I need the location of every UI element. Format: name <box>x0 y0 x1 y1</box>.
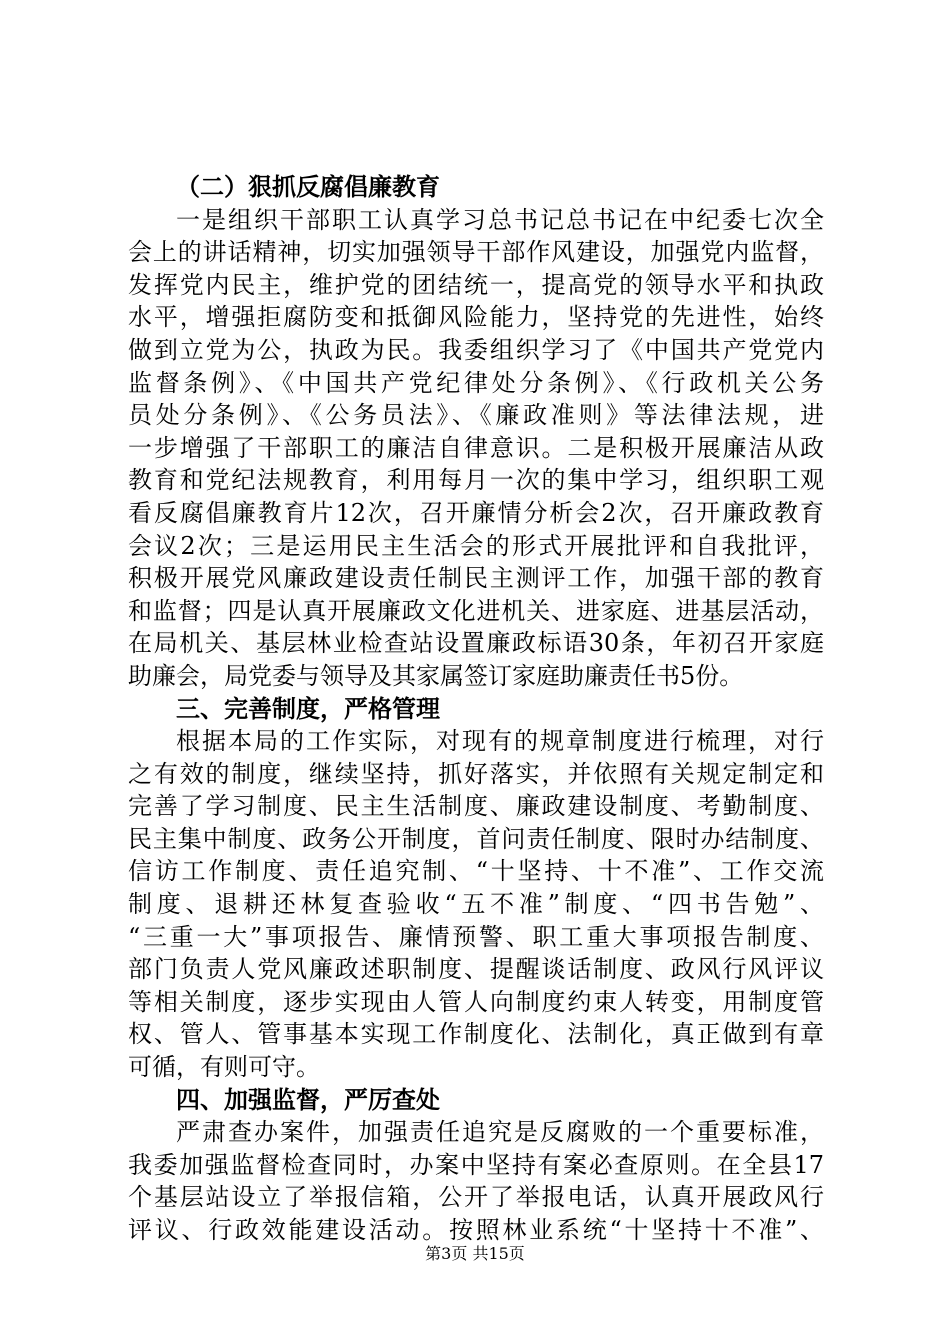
paragraph-line: 严肃查办案件，加强责任追究是反腐败的一个重要标准， <box>176 1118 824 1147</box>
paragraph-line: 会议2次；三是运用民主生活会的形式开展批评和自我批评， <box>128 531 824 560</box>
paragraph-line: 可循，有则可守。 <box>128 1053 320 1082</box>
paragraph-line: 监督条例》、《中国共产党纪律处分条例》、《行政机关公务 <box>128 368 824 397</box>
paragraph-line: 制度、退耕还林复查验收“五不准”制度、“四书告勉”、 <box>128 890 824 919</box>
paragraph-line: 在局机关、基层林业检查站设置廉政标语30条，年初召开家庭 <box>128 629 824 658</box>
paragraph-line: 完善了学习制度、民主生活制度、廉政建设制度、考勤制度、 <box>128 792 824 821</box>
page-number-footer: 第3页 共15页 <box>425 1244 525 1263</box>
paragraph-line: 做到立党为公，执政为民。我委组织学习了《中国共产党党内 <box>128 335 824 364</box>
section-heading-anti-corruption-education: （二）狠抓反腐倡廉教育 <box>176 172 440 201</box>
paragraph-line: 等相关制度，逐步实现由人管人向制度约束人转变，用制度管 <box>128 987 824 1016</box>
paragraph-line: 一是组织干部职工认真学习总书记总书记在中纪委七次全 <box>176 205 824 234</box>
paragraph-line: 之有效的制度，继续坚持，抓好落实，并依照有关规定制定和 <box>128 759 824 788</box>
paragraph-line: 和监督；四是认真开展廉政文化进机关、进家庭、进基层活动， <box>128 596 824 625</box>
paragraph-line: 员处分条例》、《公务员法》、《廉政准则》等法律法规，进 <box>128 401 824 430</box>
paragraph-line: 根据本局的工作实际，对现有的规章制度进行梳理，对行 <box>176 727 824 756</box>
paragraph-line: 助廉会，局党委与领导及其家属签订家庭助廉责任书5份。 <box>128 661 744 690</box>
paragraph-line: 水平，增强拒腐防变和抵御风险能力，坚持党的先进性，始终 <box>128 303 824 332</box>
paragraph-line: 我委加强监督检查同时，办案中坚持有案必查原则。在全县17 <box>128 1150 824 1179</box>
section-heading-improve-systems: 三、完善制度，严格管理 <box>176 693 440 723</box>
paragraph-line: 教育和党纪法规教育，利用每月一次的集中学习，组织职工观 <box>128 466 824 495</box>
paragraph-line: 个基层站设立了举报信箱，公开了举报电话，认真开展政风行 <box>128 1183 824 1212</box>
paragraph-line: 信访工作制度、责任追究制、“十坚持、十不准”、工作交流 <box>128 857 824 886</box>
paragraph-line: 积极开展党风廉政建设责任制民主测评工作，加强干部的教育 <box>128 564 824 593</box>
paragraph-line: 看反腐倡廉教育片12次，召开廉情分析会2次，召开廉政教育 <box>128 498 824 527</box>
paragraph-line: 会上的讲话精神，切实加强领导干部作风建设，加强党内监督， <box>128 238 824 267</box>
paragraph-line: 权、管人、管事基本实现工作制度化、法制化，真正做到有章 <box>128 1020 824 1049</box>
paragraph-line: 部门负责人党风廉政述职制度、提醒谈话制度、政风行风评议 <box>128 955 824 984</box>
document-body <box>128 171 824 1247</box>
paragraph-line: 一步增强了干部职工的廉洁自律意识。二是积极开展廉洁从政 <box>128 433 824 462</box>
paragraph-line: 发挥党内民主，维护党的团结统一，提高党的领导水平和执政 <box>128 270 824 299</box>
section-heading-strengthen-supervision: 四、加强监督，严厉查处 <box>176 1084 440 1114</box>
paragraph-line: 民主集中制度、政务公开制度，首问责任制度、限时办结制度、 <box>128 824 824 853</box>
paragraph-line: “三重一大”事项报告、廉情预警、职工重大事项报告制度、 <box>128 922 824 951</box>
paragraph-line: 评议、行政效能建设活动。按照林业系统“十坚持十不准”、 <box>128 1216 824 1244</box>
